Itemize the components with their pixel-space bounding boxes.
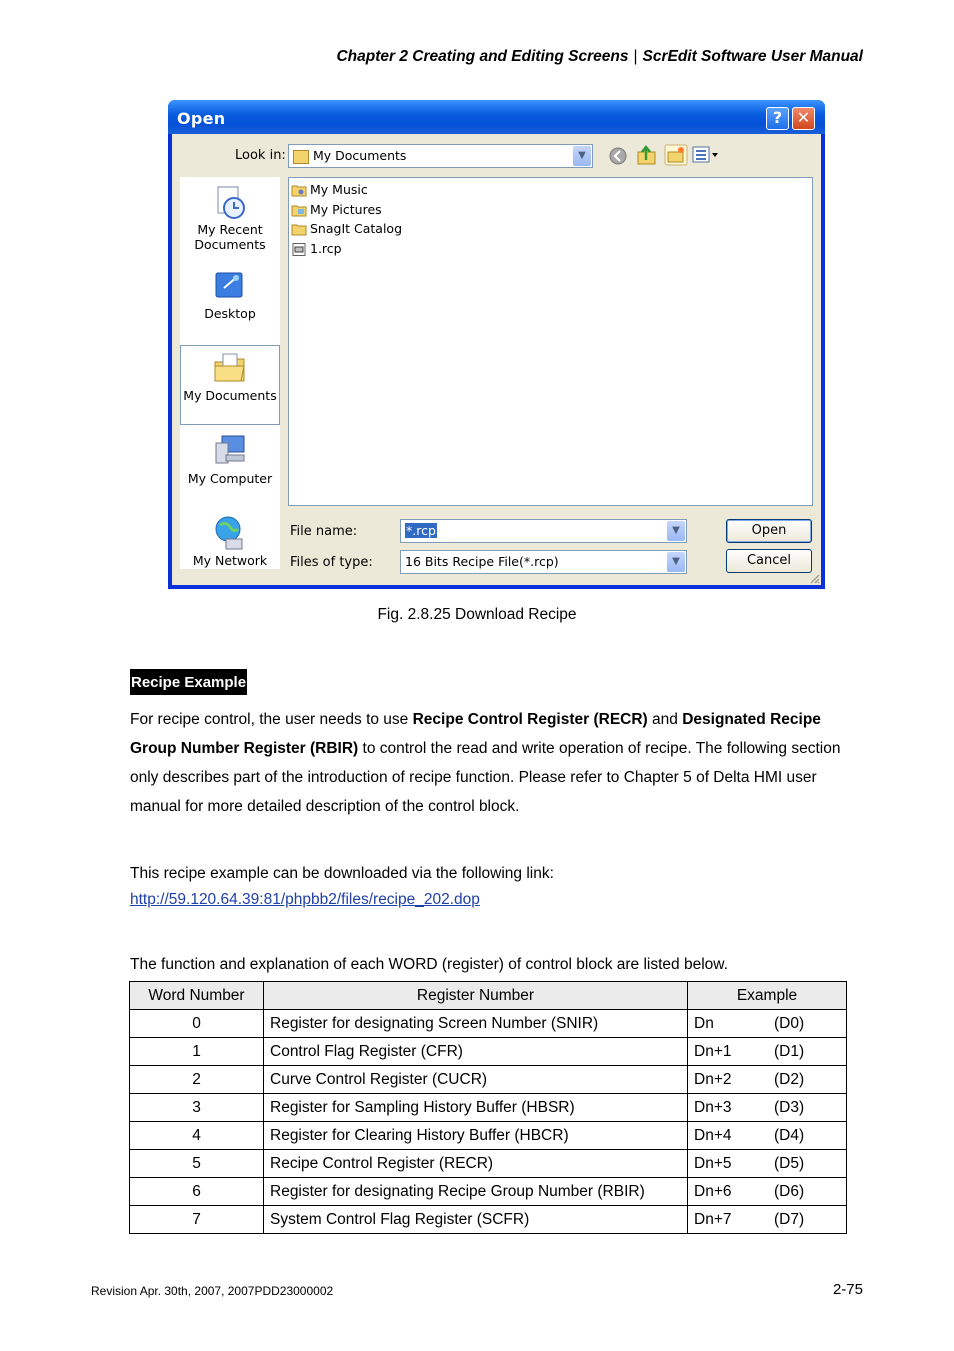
my-documents-small-icon xyxy=(293,150,309,164)
section-heading: Recipe Example xyxy=(130,669,247,695)
download-link-line xyxy=(130,885,865,914)
folder-icon xyxy=(291,184,307,197)
look-in-combo[interactable] xyxy=(288,144,593,168)
table-row: 7 System Control Flag Register (SCFR) Dn+7 (D7) xyxy=(130,1206,847,1234)
place-my-recent-documents[interactable] xyxy=(180,184,280,252)
folder-icon xyxy=(291,204,307,217)
dialog-client xyxy=(172,134,821,585)
my-network-icon xyxy=(212,515,248,551)
table-row: 6 Register for designating Recipe Group Number (RBIR) Dn+6 (D6) xyxy=(130,1178,847,1206)
folder-icon xyxy=(291,223,307,236)
file-item[interactable]: My Pictures xyxy=(291,201,382,219)
resize-grip-icon[interactable] xyxy=(808,572,820,584)
look-in-label: Look in: xyxy=(235,148,286,163)
file-item[interactable]: 1.rcp xyxy=(291,240,342,258)
place-label: My Computer xyxy=(187,471,273,486)
file-name-label: File name: xyxy=(290,524,358,539)
table-row: 0 Register for designating Screen Number (SNIR) Dn (D0) xyxy=(130,1010,847,1038)
recipe-file-icon xyxy=(291,243,307,256)
look-in-value: My Documents xyxy=(313,148,407,163)
file-type-label: Files of type: xyxy=(290,555,373,570)
intro-paragraph: For recipe control, the user needs to use Recipe Control Register (RECR) and Designated Recipe Group Number Register (RBIR) to control the read and write operation of recipe. The following section only describes part of the introduction of recipe function. Please refer to Chapter 5 of Delta HMI user manual for more detailed description of the control block. xyxy=(130,711,841,815)
up-folder-icon[interactable] xyxy=(636,144,658,166)
control-block-table xyxy=(129,981,847,1234)
download-link[interactable]: http://59.120.64.39:81/phpbb2/files/recipe_202.dop xyxy=(130,891,480,908)
manual-title: ScrEdit Software User Manual xyxy=(642,48,863,65)
table-row: 2 Curve Control Register (CUCR) Dn+2 (D2) xyxy=(130,1066,847,1094)
table-row: 3 Register for Sampling History Buffer (HBSR) Dn+3 (D3) xyxy=(130,1094,847,1122)
place-label: My Network xyxy=(192,553,268,568)
place-my-computer[interactable] xyxy=(180,433,280,486)
place-label: My Documents xyxy=(183,388,277,403)
file-type-value: 16 Bits Recipe File(*.rcp) xyxy=(405,554,559,569)
figure-caption: Fig. 2.8.25 Download Recipe xyxy=(377,606,577,623)
file-item[interactable]: My Music xyxy=(291,181,368,199)
page-header xyxy=(336,48,863,66)
chevron-down-icon[interactable]: ▼ xyxy=(573,146,591,166)
footer-revision: Revision Apr. 30th, 2007, 2007PDD23000002 xyxy=(91,1284,334,1298)
download-text: This recipe example can be downloaded via the following link: xyxy=(130,865,554,882)
table-header-row xyxy=(130,982,847,1010)
places-bar xyxy=(180,177,280,569)
dialog-titlebar xyxy=(168,100,825,134)
file-type-combo[interactable] xyxy=(400,550,687,574)
recent-documents-icon xyxy=(212,184,248,220)
file-item[interactable]: SnagIt Catalog xyxy=(291,220,402,238)
my-documents-icon xyxy=(212,350,248,386)
close-button[interactable]: ✕ xyxy=(792,107,815,130)
file-name-value: *.rcp xyxy=(406,523,436,538)
open-dialog xyxy=(168,100,825,589)
chevron-down-icon[interactable]: ▼ xyxy=(667,552,685,572)
table-intro: The function and explanation of each WORD (register) of control block are listed below. xyxy=(130,956,728,973)
recr-term: Recipe Control Register (RECR) xyxy=(412,711,648,728)
page-number: 2-75 xyxy=(832,1281,863,1298)
chevron-down-icon[interactable]: ▼ xyxy=(667,521,685,541)
table-row: 5 Recipe Control Register (RECR) Dn+5 (D5) xyxy=(130,1150,847,1178)
views-menu-icon[interactable] xyxy=(692,146,720,164)
file-list[interactable] xyxy=(288,177,813,506)
back-icon[interactable] xyxy=(608,146,628,166)
place-my-documents[interactable] xyxy=(180,345,280,425)
table-row: 4 Register for Clearing History Buffer (HBCR) Dn+4 (D4) xyxy=(130,1122,847,1150)
header-register-number: Register Number xyxy=(264,982,688,1010)
cancel-button[interactable]: Cancel xyxy=(726,549,812,573)
help-button[interactable]: ? xyxy=(766,107,789,130)
open-button[interactable]: Open xyxy=(726,519,812,543)
rbir-term: Designated Recipe Group Number Register (RBIR) xyxy=(130,711,821,757)
place-label: Desktop xyxy=(204,306,256,321)
header-example: Example xyxy=(688,982,847,1010)
my-computer-icon xyxy=(212,433,248,469)
chapter-title: Chapter 2 Creating and Editing Screens xyxy=(336,48,629,65)
dialog-title: Open xyxy=(177,109,226,128)
header-separator: | xyxy=(633,48,638,65)
new-folder-icon[interactable] xyxy=(664,144,688,166)
table-row: 1 Control Flag Register (CFR) Dn+1 (D1) xyxy=(130,1038,847,1066)
place-my-network[interactable] xyxy=(180,515,280,568)
desktop-icon xyxy=(212,268,248,304)
place-desktop[interactable] xyxy=(180,268,280,321)
file-name-combo[interactable] xyxy=(400,519,687,543)
place-label: My Recent Documents xyxy=(194,222,266,252)
header-word-number: Word Number xyxy=(130,982,264,1010)
